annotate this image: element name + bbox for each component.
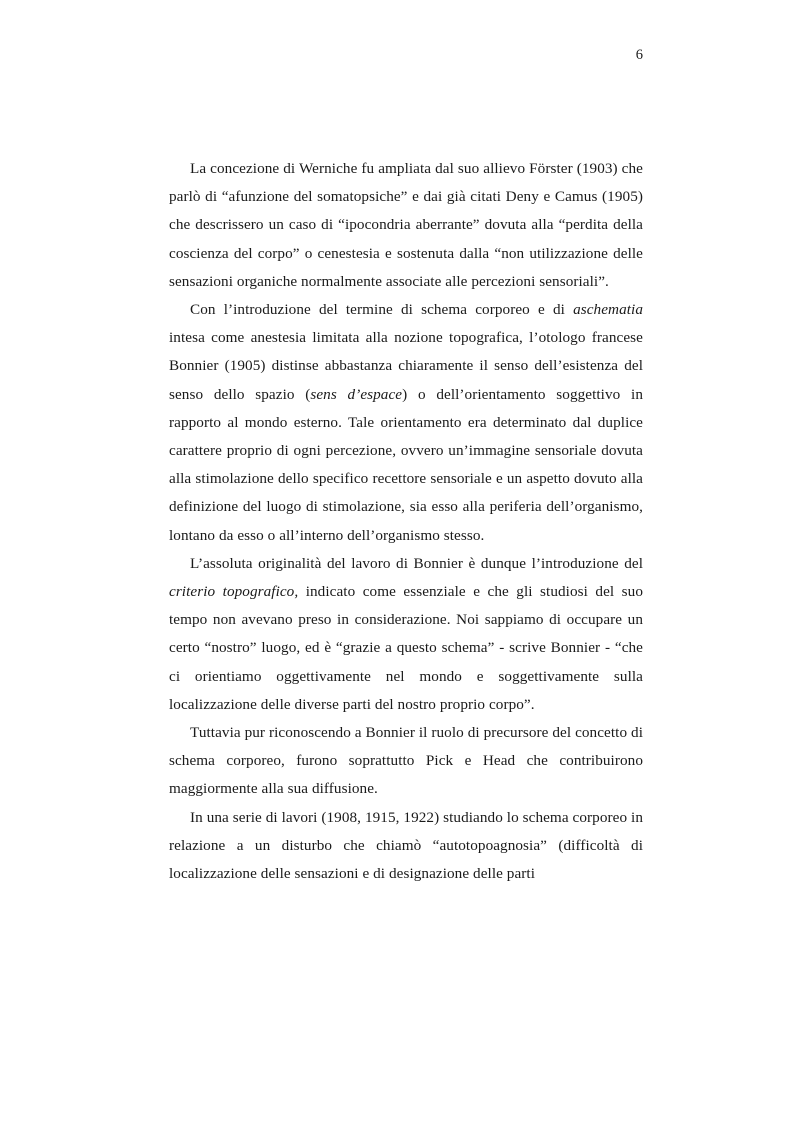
italic-run: criterio topografico, bbox=[169, 583, 299, 601]
paragraph: L’assoluta originalità del lavoro di Bonnier è dunque l’introduzione del criterio topografico, indicato come essenziale e che gli studiosi del suo tempo non avevano preso in considerazione. Noi sappiamo di occupare un certo “nostro” luogo, ed è “grazie a questo schema” - scrive Bonnier - “che ci orientiamo oggettivamente nel mondo e soggettivamente sulla localizzazione delle diverse parti del nostro proprio corpo”. bbox=[169, 554, 643, 713]
paragraph: Con l’introduzione del termine di schema corporeo e di aschematia intesa come anestesia limitata alla nozione topografica, l’otologo francese Bonnier (1905) distinse abbastanza chiaramente il senso dell’esistenza del senso dello spazio (sens d’espace) o dell’orientamento soggettivo in rapporto al mondo esterno. Tale orientamento era determinato dal duplice carattere proprio di ogni percezione, ovvero un’immagine sensoriale dovuta alla stimolazione dello specifico recettore sensoriale e un aspetto dovuto alla definizione del luogo di stimolazione, sia esso alla periferia dell’organismo, lontano da esso o all’interno dell’organismo stesso. bbox=[169, 301, 643, 544]
page-number: 6 bbox=[635, 47, 643, 63]
paragraph: Tuttavia pur riconoscendo a Bonnier il ruolo di precursore del concetto di schema corporeo, furono soprattutto Pick e Head che contribuirono maggiormente alla sua diffusione. bbox=[169, 724, 643, 798]
paragraph: In una serie di lavori (1908, 1915, 1922) studiando lo schema corporeo in relazione a un disturbo che chiamò “autotopoagnosia” (difficoltà di localizzazione delle sensazioni e di designazione delle parti bbox=[169, 808, 643, 883]
body-text-column bbox=[169, 155, 643, 888]
italic-run: sens d’espace bbox=[310, 385, 403, 403]
paragraph: La concezione di Werniche fu ampliata dal suo allievo Förster (1903) che parlò di “afunzione del somatopsiche” e dai già citati Deny e Camus (1905) che descrissero un caso di “ipocondria aberrante” dovuta alla “perdita della coscienza del corpo” o cenestesia e sostenuta dalla “non utilizzazione delle sensazioni organiche normalmente associate alle percezioni sensoriali”. bbox=[169, 160, 643, 290]
italic-run: aschematia bbox=[573, 301, 643, 319]
